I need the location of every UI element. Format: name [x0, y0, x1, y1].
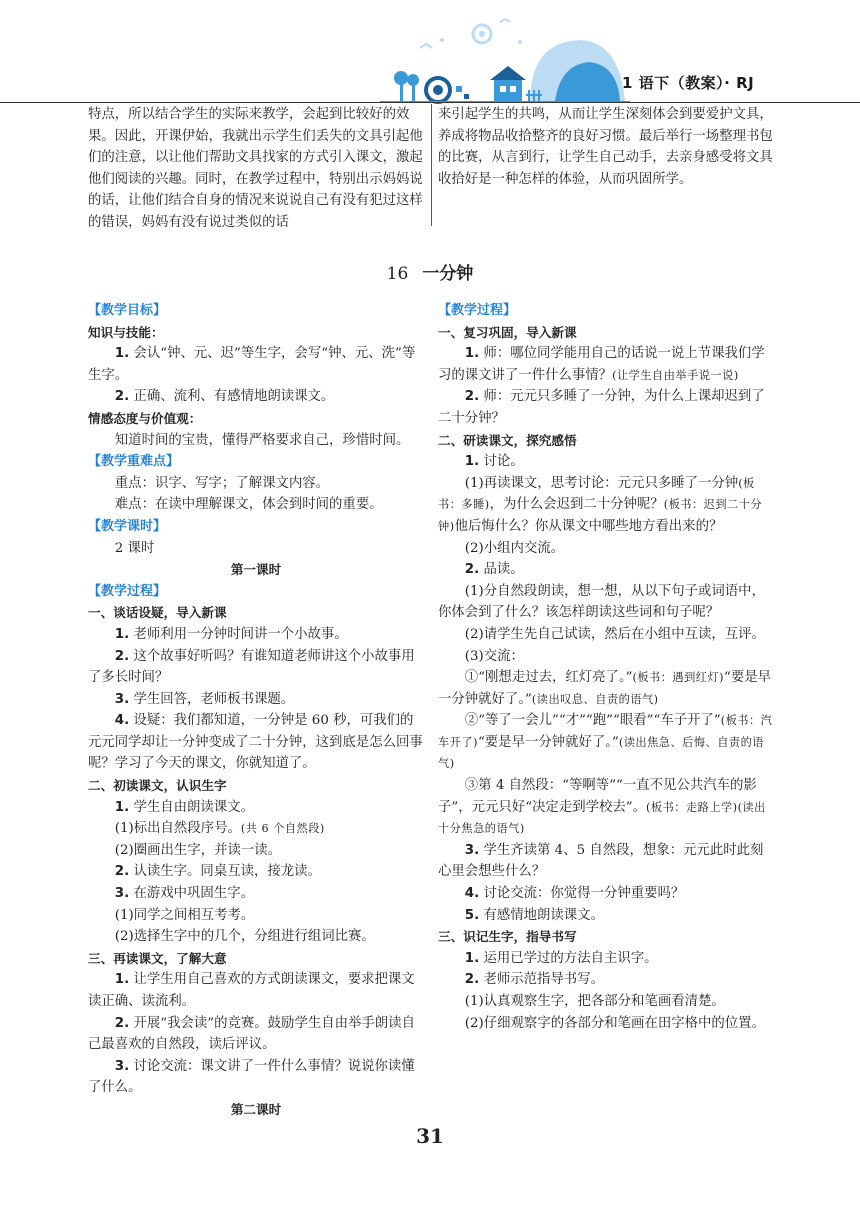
list-item: (1)分自然段朗读，想一想，从以下句子或词语中，你体会到了什么？该怎样朗读这些词和句子呢？: [438, 583, 765, 621]
lesson-number: 16: [386, 264, 409, 284]
section-tag-key: 【教学重难点】: [88, 454, 180, 470]
main-right-column: [438, 300, 774, 1034]
list-item: 1. 让学生用自己喜欢的方式朗读课文，要求把课文读正确、读流利。: [88, 972, 415, 1009]
list-item: (1)认真观察生字，把各部分和笔画看清楚。: [464, 994, 725, 1009]
paragraph: 重点：识字、写字；了解课文内容。: [114, 475, 330, 491]
list-item: 1. 会认“钟、元、迟”等生字，会写“钟、元、洗”等生字。: [88, 346, 416, 383]
lesson-name: 一分钟: [422, 264, 474, 284]
top-right-column: [438, 104, 774, 190]
list-item: (2)选择生字中的几个，分组进行组词比赛。: [114, 929, 375, 945]
list-item: 2. 开展“我会读”的竞赛。鼓励学生自由举手朗读自己最喜欢的自然段，读后评议。: [88, 1015, 415, 1053]
list-item: 3. 讨论交流：课文讲了一件什么事情？说说你读懂了什么。: [88, 1058, 415, 1096]
list-item: 2. 师：元元只多睡了一分钟，为什么上课却迟到了二十分钟？: [438, 389, 765, 426]
list-item: 1. 运用已学过的方法自主识字。: [464, 950, 658, 966]
class-heading: 第二课时: [230, 1101, 282, 1117]
paragraph: 来引起学生的共鸣，从而让学生深刻体会到要爱护文具，养成将物品收拾整齐的良好习惯。最后举行一场整理书包的比赛，从言到行，让学生自己动手，去亲身感受将文具收拾好是一种怎样的体验，从而巩固所学。: [438, 107, 773, 187]
section-tag-process: 【教学过程】: [438, 303, 517, 318]
list-item: (1)同学之间相互考考。: [114, 907, 255, 923]
list-item: (2)圈画出生字，并读一读。: [114, 842, 282, 858]
list-item: 2. 正确、流利、有感情地朗读课文。: [114, 389, 335, 405]
list-item: 4. 设疑：我们都知道，一分钟是 60 秒，可我们的元元同学却让一分钟变成了二十分钟，这到底是怎么回事呢？学习了今天的课文，你就知道了。: [88, 713, 423, 772]
list-item: ①“刚想走过去，红灯亮了。”(板书：遇到红灯)“要是早一分钟就好了。”(读出叹息、自责的语气): [438, 670, 772, 707]
list-item: ②“等了一会儿”“才”“跑”“眼看”“车子开了”(板书：汽车开了)“要是早一分钟就好了。”(读出焦急、后悔、自责的语气): [438, 713, 773, 771]
subheading: 三、再读课文，了解大意: [88, 950, 227, 966]
list-item: 5. 有感情地朗读课文。: [464, 907, 604, 923]
subheading: 情感态度与价值观：: [88, 410, 202, 426]
main-left-column: [88, 300, 424, 1121]
list-item: (1)再读课文，思考讨论：元元只多睡了一分钟(板书：多睡)，为什么会迟到二十分钟呢？(板书：迟到二十分钟)他后悔什么？你从课文中哪些地方看出来的？: [438, 475, 763, 534]
top-left-column: [88, 104, 424, 234]
column-divider: [431, 104, 432, 226]
list-item: 2. 老师示范指导书写。: [464, 972, 604, 988]
list-item: ③第 4 自然段：“等啊等”“一直不见公共汽车的影子”，元元只好“决定走到学校去”。(板书：走路上学)(读出十分焦急的语气): [438, 778, 766, 836]
list-item: 2. 这个故事好听吗？有谁知道老师讲这个小故事用了多长时间？: [88, 648, 415, 686]
subheading: 一、复习巩固，导入新课: [438, 324, 577, 340]
subheading: 知识与技能：: [88, 324, 164, 340]
list-item: 3. 学生齐读第 4、5 自然段，想象：元元此时此刻心里会想些什么？: [438, 842, 764, 880]
paragraph: 难点：在读中理解课文，体会到时间的重要。: [114, 497, 383, 513]
list-item: 1. 老师利用一分钟时间讲一个小故事。: [114, 626, 348, 642]
class-heading: 第一课时: [230, 562, 282, 578]
list-item: (2)小组内交流。: [464, 540, 565, 556]
lesson-title: [0, 259, 860, 284]
book-label: 1 语下（教案）· RJ: [622, 74, 755, 92]
header-rule: [0, 102, 860, 103]
list-item: 4. 讨论交流：你觉得一分钟重要吗？: [464, 886, 685, 902]
paragraph: 特点，所以结合学生的实际来教学，会起到比较好的效果。因此，开课伊始，我就出示学生们丢失的文具引起他们的注意，以让他们帮助文具找家的方式引入课文，激起他们阅读的兴趣。同时，在教学过程中，特别出示妈妈说的话，让他们结合自身的情况来说说自己有没有犯过这样的错误，妈妈有没有说过类似的话: [88, 107, 423, 230]
landscape-illustration: [380, 12, 630, 104]
paragraph: 2 课时: [114, 540, 155, 556]
subheading: 三、识记生字，指导书写: [438, 929, 577, 945]
subheading: 一、谈话设疑，导入新课: [88, 605, 227, 621]
page-number: 31: [416, 1124, 444, 1148]
list-item: 3. 在游戏中巩固生字。: [114, 886, 254, 902]
subheading: 二、研读课文，探究感悟: [438, 432, 577, 448]
list-item: (3)交流：: [464, 648, 524, 664]
list-item: 1. 讨论。: [464, 454, 524, 470]
list-item: 1. 师：哪位同学能用自己的话说一说上节课我们学习的课文讲了一件什么事情？(让学生自由举手说一说): [438, 346, 765, 383]
subheading: 二、初读课文，认识生字: [88, 778, 227, 794]
section-tag-process: 【教学过程】: [88, 583, 167, 599]
list-item: 2. 认读生字。同桌互读，接龙读。: [114, 864, 321, 880]
list-item: 3. 学生回答，老师板书课题。: [114, 691, 295, 707]
section-tag-goals: 【教学目标】: [88, 303, 167, 318]
list-item: 1. 学生自由朗读课文。: [114, 799, 254, 815]
list-item: 2. 品读。: [464, 562, 524, 578]
list-item: (1)标出自然段序号。(共 6 个自然段): [114, 821, 325, 837]
page-header: [0, 0, 860, 110]
section-tag-hours: 【教学课时】: [88, 518, 167, 534]
paragraph: 知道时间的宝贵，懂得严格要求自己，珍惜时间。: [114, 432, 410, 448]
list-item: (2)仔细观察字的各部分和笔画在田字格中的位置。: [464, 1015, 765, 1031]
list-item: (2)请学生先自己试读，然后在小组中互读，互评。: [464, 626, 765, 642]
